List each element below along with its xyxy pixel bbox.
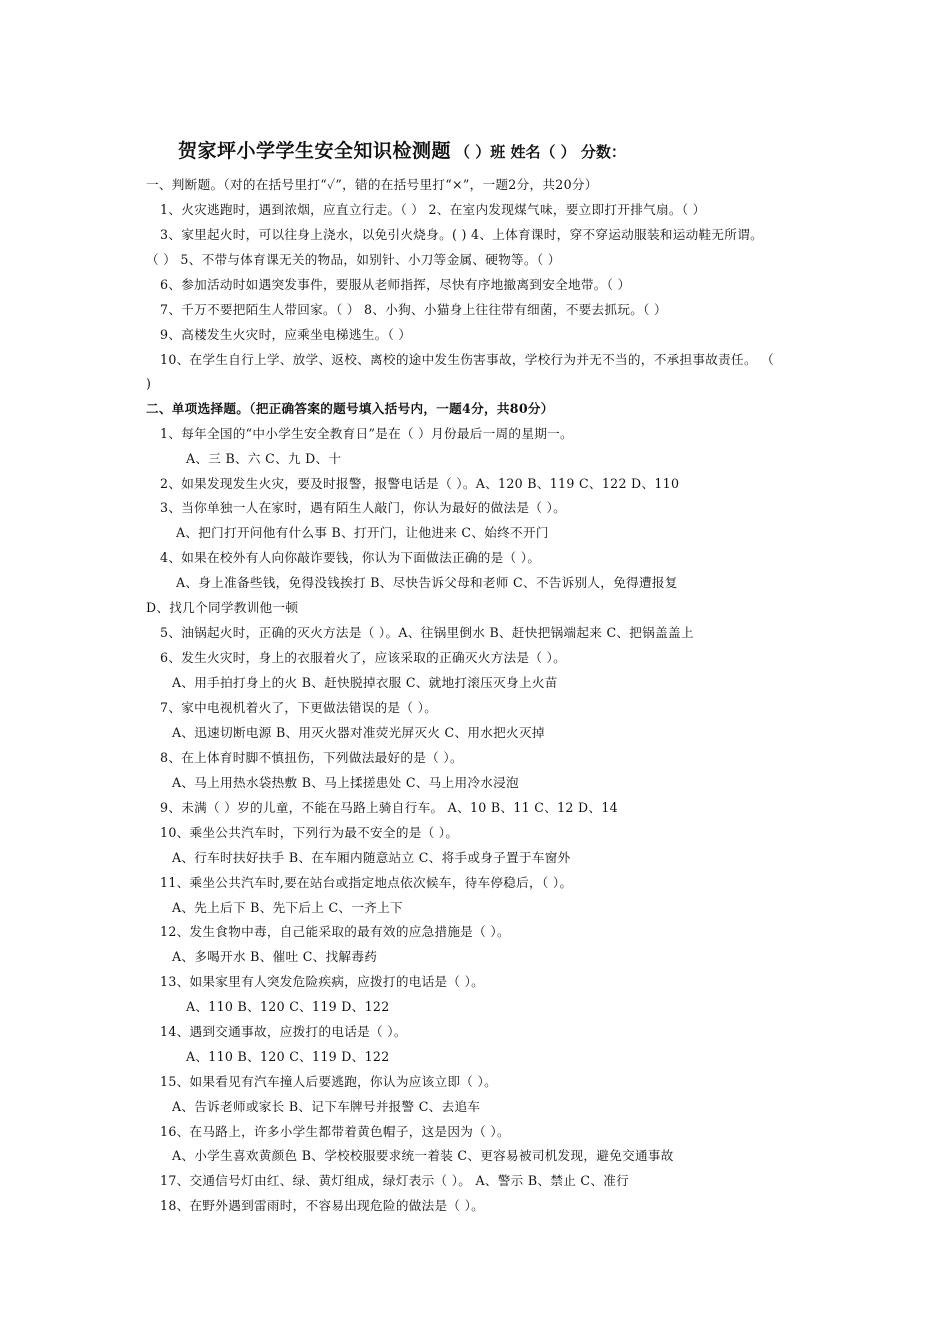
mc-question: 10、乘坐公共汽车时，下列行为最不安全的是（ ）。	[160, 825, 459, 840]
title-main: 贺家坪小学学生安全知识检测题	[178, 140, 452, 162]
mc-question: 16、在马路上，许多小学生都带着黄色帽子，这是因为（ ）。	[160, 1124, 510, 1139]
tf-line: 10、在学生自行上学、放学、返校、离校的途中发生伤害事故，学校行为并无不当的，不承担事故责任。 （	[160, 352, 775, 367]
mc-question: 6、发生火灾时，身上的衣服着火了，应该采取的正确灭火方法是（ ）。	[160, 650, 567, 665]
mc-question: 18、在野外遇到雷雨时，不容易出现危险的做法是（ ）。	[160, 1198, 485, 1213]
mc-question: 14、遇到交通事故，应拨打的电话是（ ）。	[160, 1024, 407, 1039]
mc-options: A、小学生喜欢黄颜色 B、学校校服要求统一着装 C、更容易被司机发现，避免交通事故	[172, 1148, 674, 1163]
mc-question: 15、如果看见有汽车撞人后要逃跑，你认为应该立即（ ）。	[160, 1074, 497, 1089]
tf-line: （ ） 5、不带与体育课无关的物品，如别针、小刀等金属、硬物等。（ ）	[146, 252, 561, 267]
tf-line: 6、参加活动时如遇突发事件，要服从老师指挥，尽快有序地撤离到安全地带。（ ）	[160, 277, 631, 292]
mc-options: A、110 B、120 C、119 D、122	[186, 999, 390, 1014]
tf-line: 1、火灾逃跑时，遇到浓烟，应直立行走。（ ） 2、在室内发现煤气味，要立即打开排气扇。（ ）	[160, 202, 706, 217]
mc-question: 17、交通信号灯由红、绿、黄灯组成，绿灯表示（ ）。 A、警示 B、禁止 C、准行	[160, 1173, 630, 1188]
exam-title	[178, 136, 626, 163]
mc-options: A、行车时扶好扶手 B、在车厢内随意站立 C、将手或身子置于车窗外	[172, 850, 571, 865]
mc-question: 7、家中电视机着火了，下更做法错误的是（ ）。	[160, 700, 438, 715]
mc-options: A、身上准备些钱，免得没钱挨打 B、尽快告诉父母和老师 C、不告诉别人，免得遭报复	[176, 575, 678, 590]
mc-question: 2、如果发现发生火灾，要及时报警，报警电话是（ ）。A、120 B、119 C、122 D、110	[160, 476, 680, 491]
title-class-name-score: （ ）班 姓名（ ） 分数：	[455, 143, 626, 161]
mc-options: D、找几个同学教训他一顿	[146, 600, 299, 615]
mc-options: A、110 B、120 C、119 D、122	[186, 1049, 390, 1064]
mc-question: 4、如果在校外有人向你敲诈要钱，你认为下面做法正确的是（ ）。	[160, 550, 541, 565]
tf-line: 7、千万不要把陌生人带回家。（ ） 8、小狗、小猫身上往往带有细菌，不要去抓玩。（ ）	[160, 302, 667, 317]
mc-question: 3、当你单独一人在家时，遇有陌生人敲门，你认为最好的做法是（ ）。	[160, 500, 567, 515]
mc-options: A、马上用热水袋热敷 B、马上揉搓患处 C、马上用冷水浸泡	[172, 775, 519, 790]
mc-options: A、迅速切断电源 B、用灭火器对准荧光屏灭火 C、用水把火灭掉	[172, 725, 545, 740]
mc-options: A、告诉老师或家长 B、记下车牌号并报警 C、去追车	[172, 1099, 481, 1114]
mc-options: A、先上后下 B、先下后上 C、一齐上下	[172, 900, 403, 915]
section1-header: 一、判断题。（对的在括号里打“✓”，错的在括号里打“×”，一题2分，共20分）	[146, 177, 598, 192]
mc-question: 11、乘坐公共汽车时,要在站台或指定地点依次候车，待车停稳后，（ ）。	[160, 875, 573, 890]
mc-question: 1、每年全国的“中小学生安全教育日”是在（ ）月份最后一周的星期一。	[160, 426, 573, 441]
tf-line: 9、高楼发生火灾时，应乘坐电梯逃生。（ ）	[160, 327, 412, 342]
mc-question: 12、发生食物中毒，自己能采取的最有效的应急措施是（ ）。	[160, 924, 510, 939]
tf-line: )	[146, 376, 152, 391]
section2-header: 二、单项选择题。（把正确答案的题号填入括号内，一题4分，共80分）	[146, 401, 554, 416]
mc-options: A、多喝开水 B、催吐 C、找解毒药	[172, 949, 378, 964]
mc-options: A、把门打开问他有什么事 B、打开门，让他进来 C、始终不开门	[176, 525, 549, 540]
mc-question: 13、如果家里有人突发危险疾病，应拨打的电话是（ ）。	[160, 974, 485, 989]
mc-options: A、用手拍打身上的火 B、赶快脱掉衣服 C、就地打滚压灭身上火苗	[172, 675, 558, 690]
mc-question: 9、未满（ ）岁的儿童，不能在马路上骑自行车。 A、10 B、11 C、12 D、14	[160, 800, 618, 815]
mc-question: 5、油锅起火时，正确的灭火方法是（ ）。A、往锅里倒水 B、赶快把锅端起来 C、把锅盖盖上	[160, 625, 694, 640]
mc-question: 8、在上体育时脚不慎扭伤，下列做法最好的是（ ）。	[160, 750, 463, 765]
mc-options: A、三 B、六 C、九 D、十	[186, 451, 342, 466]
tf-line: 3、家里起火时，可以往身上浇水，以免引火烧身。( ) 4、上体育课时，穿不穿运动服装和运动鞋无所谓。	[160, 227, 763, 242]
